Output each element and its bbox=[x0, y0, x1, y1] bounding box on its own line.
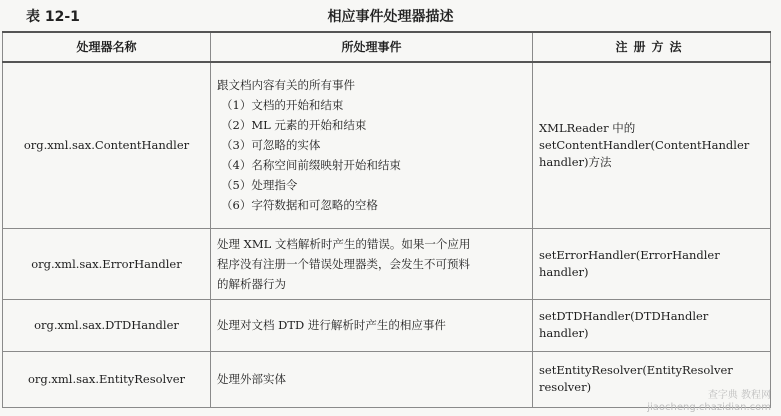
events-line: 程序没有注册一个错误处理器类，会发生不可预料 bbox=[217, 256, 470, 271]
method-line: handler) bbox=[539, 264, 589, 279]
table-row bbox=[3, 62, 771, 228]
register-method-cell bbox=[533, 228, 771, 299]
watermark-url: jiaocheng.chazidian.com bbox=[647, 402, 771, 413]
register-method-cell bbox=[533, 299, 771, 351]
events-intro: 跟文档内容有关的所有事件 bbox=[217, 78, 355, 93]
site-watermark bbox=[647, 390, 771, 414]
table-number: 表 12-1 bbox=[26, 9, 80, 25]
register-method-cell bbox=[533, 62, 771, 228]
event-item: （5）处理指令 bbox=[221, 178, 298, 193]
table-header-row bbox=[3, 32, 771, 62]
table-title: 相应事件处理器描述 bbox=[327, 9, 454, 25]
method-line: setDTDHandler(DTDHandler bbox=[539, 309, 709, 323]
event-item: （1）文档的开始和结束 bbox=[221, 98, 344, 113]
events-line: 的解析器行为 bbox=[217, 276, 286, 291]
events-cell bbox=[211, 299, 533, 351]
header-handler-name: 处理器名称 bbox=[3, 32, 211, 62]
method-line: setContentHandler(ContentHandler bbox=[539, 137, 750, 152]
method-line: setErrorHandler(ErrorHandler bbox=[539, 247, 720, 262]
event-handler-table bbox=[2, 31, 771, 408]
table-row bbox=[3, 228, 771, 299]
method-line: resolver) bbox=[539, 380, 592, 394]
header-events: 所处理事件 bbox=[211, 32, 533, 62]
events-line: 处理外部实体 bbox=[217, 372, 286, 386]
event-item: （6）字符数据和可忽略的空格 bbox=[221, 198, 378, 213]
method-line: handler) bbox=[539, 326, 589, 340]
handler-name-cell: org.xml.sax.ErrorHandler bbox=[3, 228, 211, 299]
events-cell bbox=[211, 62, 533, 228]
table-row bbox=[3, 299, 771, 351]
event-item: （4）名称空间前缀映射开始和结束 bbox=[221, 158, 401, 173]
events-cell bbox=[211, 228, 533, 299]
table-caption bbox=[0, 0, 781, 30]
header-register-method: 注册方法 bbox=[533, 32, 771, 62]
event-item: （3）可忽略的实体 bbox=[221, 138, 321, 153]
method-line: setEntityResolver(EntityResolver bbox=[539, 363, 733, 377]
events-line: 处理 XML 文档解析时产生的错误。如果一个应用 bbox=[217, 236, 471, 251]
events-line: 处理对文档 DTD 进行解析时产生的相应事件 bbox=[217, 318, 446, 332]
events-cell bbox=[211, 351, 533, 407]
method-line: handler)方法 bbox=[539, 154, 612, 169]
event-item: （2）ML 元素的开始和结束 bbox=[221, 118, 367, 133]
handler-name-cell: org.xml.sax.ContentHandler bbox=[3, 62, 211, 228]
method-line: XMLReader 中的 bbox=[539, 120, 636, 135]
handler-name-cell: org.xml.sax.DTDHandler bbox=[3, 299, 211, 351]
handler-name-cell: org.xml.sax.EntityResolver bbox=[3, 351, 211, 407]
watermark-line: 查字典 教程网 bbox=[707, 390, 771, 401]
